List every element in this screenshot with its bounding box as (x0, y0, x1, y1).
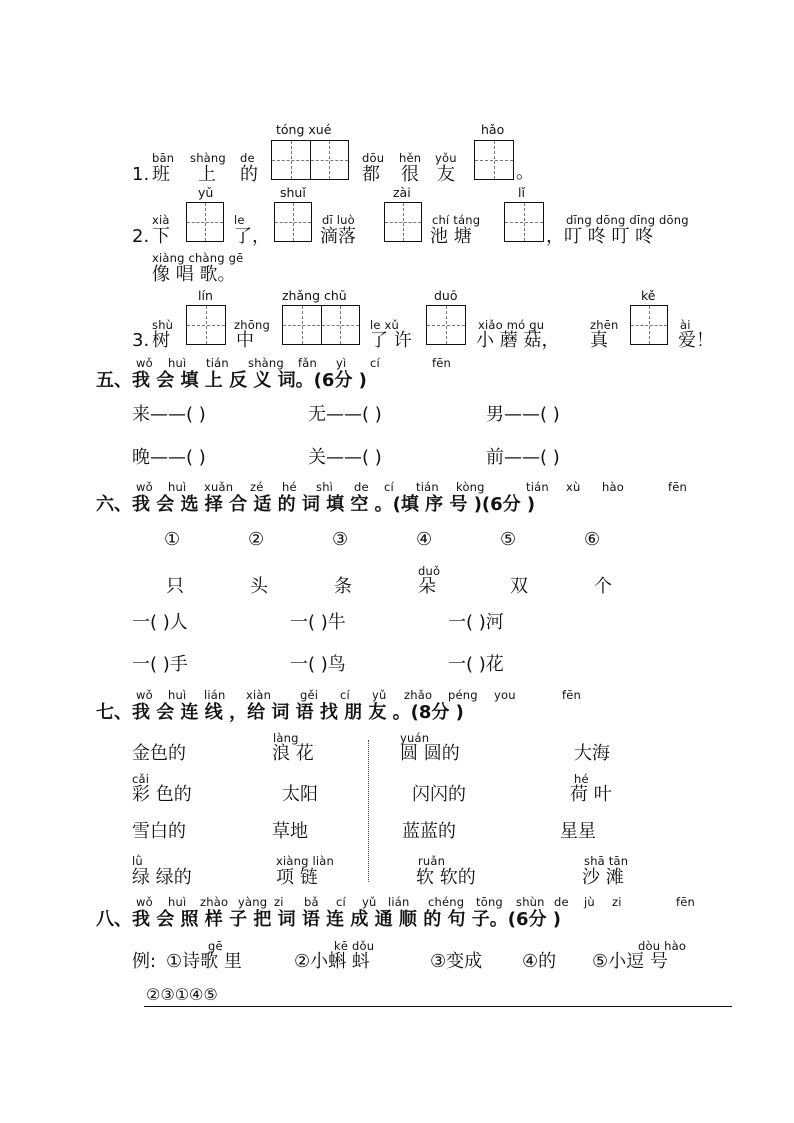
pinyin: le xǔ (370, 318, 400, 332)
option-word: 个 (594, 576, 612, 597)
pinyin: huì (168, 480, 187, 494)
char: 的 (240, 164, 258, 185)
pinyin: tōng (476, 895, 503, 909)
pinyin: huì (168, 688, 187, 702)
antonym-item[interactable]: 关——( ) (308, 447, 382, 468)
pinyin: lín (198, 288, 213, 303)
pinyin: yǔ (372, 688, 387, 702)
pinyin: fēn (668, 480, 688, 494)
pinyin: wǒ (136, 688, 153, 702)
match-word[interactable]: 软 软的 (416, 867, 476, 888)
match-word[interactable]: 星星 (560, 821, 596, 842)
match-word[interactable]: 闪闪的 (412, 784, 466, 805)
pinyin: cí (340, 688, 350, 702)
char: 下 (152, 226, 170, 247)
pinyin: shì (316, 480, 334, 494)
pinyin: de (354, 480, 369, 494)
pinyin: jù (584, 895, 595, 909)
pinyin: zi (274, 895, 284, 909)
example-word: ②小蝌 蚪 (294, 951, 370, 972)
pinyin: zhǎng chū (282, 288, 347, 303)
antonym-item[interactable]: 男——( ) (486, 404, 560, 425)
pinyin: dī luò (322, 213, 355, 227)
pinyin: fēn (562, 688, 582, 702)
match-word[interactable]: 大海 (574, 743, 610, 764)
pinyin: shàng (190, 151, 226, 165)
pinyin: cí (336, 895, 346, 909)
pinyin: cí (370, 356, 380, 370)
pinyin: huì (168, 356, 187, 370)
example-answer: ②③①④⑤ (146, 985, 218, 1004)
pinyin: yǔ (198, 185, 214, 200)
pinyin: huì (168, 895, 187, 909)
pinyin: yuán (400, 731, 430, 745)
pinyin: gē (208, 939, 223, 953)
pinyin: xù (566, 480, 581, 494)
pinyin: shàng (248, 356, 284, 370)
pinyin: kě (641, 288, 656, 303)
divider (368, 740, 369, 882)
match-word[interactable]: 浪 花 (272, 743, 314, 764)
example-word: ⑤小逗 号 (592, 951, 668, 972)
pinyin: zài (393, 185, 411, 200)
match-word[interactable]: 草地 (272, 821, 308, 842)
pinyin: zhēn (590, 318, 619, 332)
char: ，叮 咚 叮 咚 (546, 226, 654, 247)
pinyin: dīng dōng dīng dōng (566, 213, 689, 227)
example-label: 例: (132, 951, 157, 972)
fill-item[interactable]: 一( )河 (448, 612, 504, 633)
example-word: ①诗歌 里 (166, 951, 242, 972)
pinyin: wǒ (136, 356, 153, 370)
match-word[interactable]: 项 链 (276, 867, 318, 888)
pinyin: zhào (200, 895, 229, 909)
pinyin: wǒ (136, 480, 153, 494)
char: 了 许 (370, 330, 412, 351)
match-word[interactable]: 彩 色的 (132, 784, 192, 805)
pinyin: xiàng liàn (276, 854, 335, 868)
pinyin: bān (152, 151, 175, 165)
pinyin: làng (273, 731, 299, 745)
pinyin: zhōng (234, 318, 270, 332)
pinyin: hé (282, 480, 297, 494)
pinyin: zi (612, 895, 622, 909)
pinyin: yàng (238, 895, 268, 909)
pinyin: cǎi (132, 772, 150, 786)
pinyin: lián (204, 688, 226, 702)
pinyin: hěn (399, 151, 422, 165)
pinyin: shùn (516, 895, 545, 909)
section-title: 五、我 会 填 上 反 义 词。(6分 ) (96, 370, 367, 391)
pinyin: lǜ (132, 854, 143, 868)
char: 友 (437, 164, 455, 185)
pinyin: ài (680, 318, 691, 332)
pinyin: fēn (432, 356, 452, 370)
char: 爱！ (678, 330, 714, 351)
pinyin: gěi (300, 688, 319, 702)
pinyin: you (494, 688, 516, 702)
char: 小 蘑 菇， (476, 330, 560, 351)
answer-line[interactable] (144, 1006, 732, 1007)
pinyin: wǒ (136, 895, 153, 909)
pinyin: chí táng (432, 213, 481, 227)
pinyin: le (234, 213, 245, 227)
writing-box[interactable] (186, 305, 226, 345)
writing-box[interactable] (474, 140, 514, 180)
writing-box-double[interactable] (271, 140, 349, 180)
antonym-item[interactable]: 前——( ) (486, 447, 560, 468)
pinyin: de (240, 151, 255, 165)
match-word[interactable]: 荷 叶 (570, 784, 612, 805)
pinyin: hé (574, 772, 589, 786)
match-word[interactable]: 蓝蓝的 (402, 821, 456, 842)
pinyin: shuǐ (280, 185, 306, 200)
pinyin: xiàng chàng gē (152, 251, 244, 265)
writing-box[interactable] (630, 305, 668, 345)
pinyin: shù (152, 318, 174, 332)
char: 上 (198, 164, 216, 185)
match-word[interactable]: 沙 滩 (582, 867, 624, 888)
pinyin: zhǎo (404, 688, 433, 702)
pinyin: zé (250, 480, 264, 494)
pinyin: tián (206, 356, 229, 370)
match-word[interactable]: 绿 绿的 (132, 867, 192, 888)
antonym-item[interactable]: 来——( ) (132, 404, 206, 425)
writing-box[interactable] (426, 305, 466, 345)
pinyin: lián (388, 895, 410, 909)
pinyin: xià (152, 213, 170, 227)
pinyin: xuǎn (204, 480, 234, 494)
writing-box-double[interactable] (282, 305, 360, 345)
option-number: ④ (416, 529, 433, 550)
pinyin: kòng (456, 480, 485, 494)
option-number: ⑤ (500, 529, 517, 550)
match-word[interactable]: 雪白的 (132, 821, 186, 842)
pinyin: péng (448, 688, 478, 702)
option-word: 条 (334, 576, 352, 597)
writing-box[interactable] (186, 202, 224, 242)
pinyin: yì (336, 356, 347, 370)
option-word: 只 (166, 576, 184, 597)
pinyin: yǒu (435, 151, 457, 165)
option-number: ⑥ (584, 529, 601, 550)
char: 池 塘 (430, 226, 472, 247)
pinyin: dòu hào (638, 939, 687, 953)
option-word: 双 (510, 576, 528, 597)
pinyin: dōu (362, 151, 385, 165)
pinyin: tián (416, 480, 439, 494)
char: 真 (590, 330, 608, 351)
section-title: 六、我 会 选 择 合 适 的 词 填 空 。(填 序 号 )(6分 ) (96, 494, 536, 515)
option-number: ③ (332, 529, 349, 550)
pinyin: de (554, 895, 569, 909)
sentence-number: 1. (132, 164, 150, 185)
writing-box[interactable] (504, 202, 544, 242)
option-number: ② (248, 529, 265, 550)
pinyin: duō (434, 288, 458, 303)
pinyin: hǎo (481, 122, 505, 137)
match-word[interactable]: 圆 圆的 (400, 743, 460, 764)
antonym-item[interactable]: 无——( ) (308, 404, 382, 425)
section-title: 七、我 会 连 线 ，给 词 语 找 朋 友 。(8分 ) (96, 702, 464, 723)
char: 树 (152, 330, 170, 351)
char: 中 (236, 330, 254, 351)
char: 像 唱 歌。 (152, 264, 236, 285)
example-word: ④的 (522, 951, 557, 972)
pinyin: fēn (676, 895, 696, 909)
option-word: 头 (250, 576, 268, 597)
pinyin: fǎn (298, 356, 317, 370)
pinyin: bǎ (304, 895, 319, 909)
pinyin: kē dǒu (334, 939, 375, 953)
char: 了， (234, 226, 270, 247)
char: 滴落 (320, 226, 356, 247)
option-word: 朵 (418, 576, 436, 597)
example-word: ③变成 (430, 951, 483, 972)
fill-item[interactable]: 一( )鸟 (290, 654, 346, 675)
pinyin: yǔ (362, 895, 377, 909)
match-word[interactable]: 太阳 (282, 784, 318, 805)
fill-item[interactable]: 一( )手 (132, 654, 188, 675)
pinyin: cí (384, 480, 394, 494)
option-number: ① (164, 529, 181, 550)
char: 班 (152, 164, 170, 185)
writing-box[interactable] (384, 202, 422, 242)
antonym-item[interactable]: 晚——( ) (132, 447, 206, 468)
pinyin: tián (526, 480, 549, 494)
punctuation: 。 (516, 162, 534, 183)
writing-box[interactable] (274, 202, 312, 242)
char: 都 (362, 164, 380, 185)
pinyin: hào (602, 480, 624, 494)
pinyin: xiǎo mó gu (478, 318, 545, 332)
pinyin: shā tān (584, 854, 629, 868)
pinyin: duǒ (418, 564, 441, 578)
pinyin: tóng xué (276, 122, 332, 137)
match-word[interactable]: 金色的 (132, 743, 186, 764)
section-title: 八、我 会 照 样 子 把 词 语 连 成 通 顺 的 句 子。(6分 ) (96, 909, 561, 930)
fill-item[interactable]: 一( )人 (132, 612, 188, 633)
pinyin: lǐ (518, 185, 525, 200)
pinyin: xiàn (246, 688, 272, 702)
pinyin: ruǎn (418, 854, 446, 868)
fill-item[interactable]: 一( )牛 (290, 612, 346, 633)
sentence-number: 2. (132, 226, 150, 247)
pinyin: chéng (428, 895, 465, 909)
sentence-number: 3. (132, 330, 150, 351)
fill-item[interactable]: 一( )花 (448, 654, 504, 675)
char: 很 (401, 164, 419, 185)
